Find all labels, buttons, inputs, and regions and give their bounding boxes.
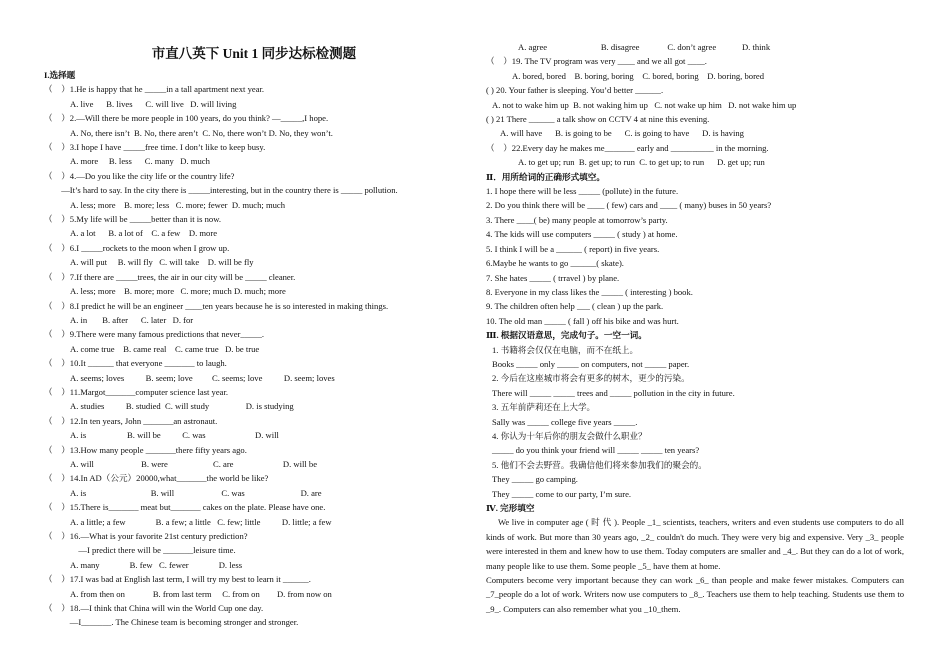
chinese-prompt: 2. 今后在这座城市将会有更多的树木，更少的污染。 [492,373,690,384]
question-stem: （ ）3.I hope I have _____free time. I don’t like to keep busy. [44,142,266,153]
section-3-items [486,343,904,487]
section-2-heading: Ⅱ．用所给词的正确形式填空。 [486,171,605,182]
cloze-paragraph-1: We live in computer age ( 时 代 ). People _1_ scientists, teachers, writers and even students use computers to do all kinds of work. But more than 30 years ago, _2_ couldn't do much. They were very big and expensive. Very _3_ people were interested in them and knew how to use them. Today computers are smaller and _4_. But they can do a lot of work, many people like to use them. Some people _5_ have them at home. [486,517,904,571]
question-stem: （ ）11.Margot_______computer science last year. [44,386,229,397]
fill-in-item: 9. The children often help ___ ( clean ) up the park. [486,301,664,312]
question-stem: （ ）15.There is_______ meat but_______ cakes on the plate. Please have one. [44,502,326,513]
answer-options: A. seems; loves B. seem; love C. seems; love D. seem; loves [70,372,335,383]
fill-in-item: 7. She hates _____ ( trravel ) by plane. [486,272,620,283]
section-2-items [486,184,904,328]
question-stem: （ ）5.My life will be _____better than it is now. [44,214,222,225]
answer-options: A. is B. will be C. was D. will [70,430,279,441]
question-stem: （ ）12.In ten years, John _______an astronaut. [44,415,218,426]
question-stem: （ ）18.—I think that China will win the World Cup one day. [44,603,264,614]
fill-in-item: 2. Do you think there will be ____ ( few) cars and ____ ( many) buses in 50 years? [486,200,772,211]
answer-options: A. bored, bored B. boring, boring C. bored, boring D. boring, bored [512,70,765,81]
cloze-paragraph-2: Computers become very important because they can work _6_ than people and make fewer mistakes. Computers can _7_people do a lot of work. Writers now use computers to _8_. Teachers use them to help teaching. Students use them to _9_. Computers can also remember what you _10_them. [486,575,904,614]
answer-options: A. agree B. disagree C. don’t agree D. think [518,42,771,52]
section-1-heading: I.选择题 [44,70,76,80]
continued-questions [486,40,904,170]
question-stem: （ ）2.—Will there be more people in 100 years, do you think? —_____,I hope. [44,113,329,124]
english-sentence: They _____ go camping. [492,474,578,485]
answer-options: A. many B. few C. fewer D. less [70,559,243,570]
answer-options: A. not to wake him up B. not waking him up C. not wake up him D. not wake him up [492,99,797,110]
question-stem: （ ）14.In AD（公元）20000,what_______the world be like? [44,473,269,484]
question-stem: （ ）4.—Do you like the city life or the country life? [44,170,235,181]
chinese-prompt: 3. 五年前萨莉还在上大学。 [492,402,596,413]
english-sentence: Books _____ only _____ on computers, not _____ paper. [492,358,690,369]
answer-options: A. will put B. will fly C. will take D. will be fly [70,257,254,268]
answer-options: A. a little; a few B. a few; a little C. few; little D. little; a few [70,516,332,527]
answer-options: A. to get up; run B. get up; to run C. to get up; to run D. get up; run [518,157,765,168]
answer-options: A. live B. lives C. will live D. will living [70,98,237,109]
question-stem: ( ) 20. Your father is sleeping. You’d better ______. [486,85,664,96]
question-stem: （ ）7.If there are _____trees, the air in our city will be _____ cleaner. [44,271,296,282]
section-3-heading: Ⅲ. 根据汉语意思，完成句子。一空一词。 [486,330,647,341]
answer-options: A. from then on B. from last term C. from on D. from now on [70,588,332,599]
question-stem: （ ）8.I predict he will be an engineer ____ten years because he is so interested in making things. [44,300,389,311]
question-stem: （ ）6.I _____rockets to the moon when I grow up. [44,242,230,253]
page-title: 市直八英下 Unit 1 同步达标检测题 [151,46,357,61]
question-stem: ( ) 21 There ______ a talk show on CCTV 4 at nine this evening. [486,114,710,125]
answer-options: A. come true B. came real C. came true D. be true [70,343,260,354]
question-stem: （ ）1.He is happy that he _____in a tall apartment next year. [44,84,265,95]
fill-in-item: 10. The old man _____ ( fall ) off his bike and was hurt. [486,315,679,326]
answer-options: A. a lot B. a lot of C. a few D. more [70,228,218,239]
section-1-questions [44,82,464,629]
english-sentence: There will _____ _____ trees and _____ pollution in the city in future. [492,387,735,398]
english-sentence: Sally was _____ college five years _____. [492,416,638,427]
question-stem: （ ）17.I was bad at English last term, I will try my best to learn it ______. [44,574,311,585]
answer-options: A. less; more B. more; less C. more; fewer D. much; much [70,199,286,210]
left-column [44,0,464,630]
fill-in-item: 5. I think I will be a ______ ( report) in five years. [486,243,660,254]
fill-in-item: 3. There ____( be) many people at tomorrow’s party. [486,214,668,225]
fill-in-item: 6.Maybe he wants to go ______( skate). [486,258,624,269]
question-stem: （ ）13.How many people _______there fifty years ago. [44,444,247,455]
question-stem: （ ）9.There were many famous predictions that never_____. [44,329,265,340]
section-3-extra: They _____ come to our party, I’m sure. [492,488,632,499]
answer-options: A. in B. after C. later D. for [70,314,194,325]
fill-in-item: 8. Everyone in my class likes the _____ ( interesting ) book. [486,286,693,297]
fill-in-item: 4. The kids will use computers _____ ( study ) at home. [486,229,678,240]
chinese-prompt: 1. 书籍将会仅仅在电脑，而不在纸上。 [492,344,639,355]
question-stem: （ ）19. The TV program was very ____ and we all got ____. [486,56,707,67]
right-column [486,0,904,616]
question-stem: —It’s hard to say. In the city there is _____interesting, but in the country there is _____ pollution. [44,185,398,196]
question-stem: （ ）10.It ______ that everyone _______ to laugh. [44,358,227,369]
question-stem: —I_______. The Chinese team is becoming stronger and stronger. [44,617,299,628]
section-4-heading: Ⅳ. 完形填空 [486,503,535,513]
answer-options: A. will B. were C. are D. will be [70,458,318,469]
answer-options: A. more B. less C. many D. much [70,156,210,167]
question-stem: （ ）16.—What is your favorite 21st century prediction? [44,531,248,541]
question-stem: —I predict there will be _______leisure time. [44,545,236,556]
answer-options: A. No, there isn’t B. No, there aren’t C. No, there won’t D. No, they won’t. [70,127,333,138]
chinese-prompt: 5. 他们不会去野营。我确信他们将来参加我们的聚会的。 [492,459,707,470]
fill-in-item: 1. I hope there will be less _____ (pollute) in the future. [486,186,679,197]
english-sentence: _____ do you think your friend will _____ _____ ten years? [492,445,700,456]
answer-options: A. is B. will C. was D. are [70,487,322,498]
answer-options: A. will have B. is going to be C. is going to have D. is having [500,128,744,139]
answer-options: A. less; more B. more; more C. more; much D. much; more [70,286,286,297]
chinese-prompt: 4. 你认为十年后你的朋友会做什么职业？ [492,430,647,441]
answer-options: A. studies B. studied C. will study D. is studying [70,401,294,412]
question-stem: （ ）22.Every day he makes me_______ early and __________ in the morning. [486,142,769,153]
